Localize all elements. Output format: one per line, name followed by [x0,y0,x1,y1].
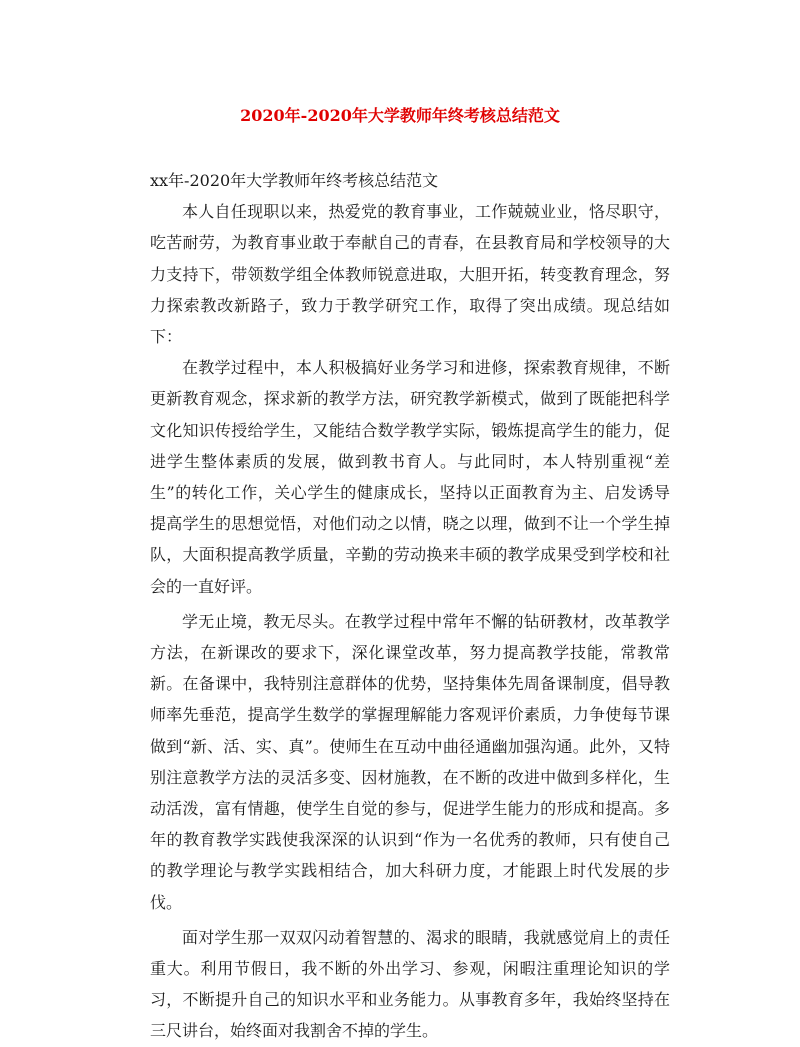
document-title: 2020年-2020年大学教师年终考核总结范文 [240,106,560,125]
paragraph-intro: 本人自任现职以来，热爱党的教育事业，工作兢兢业业，恪尽职守，吃苦耐劳，为教育事业敢于奉献自己的青春，在县教育局和学校领导的大力支持下，带领数学组全体教师锐意进取，大胆开拓，转变教育理念，努力探索教改新路子，致力于教学研究工作，取得了突出成绩。现总结如下： [150,202,670,347]
document-body [150,165,670,1047]
paragraph-teaching-process: 在教学过程中，本人积极搞好业务学习和进修，探索教育规律，不断更新教育观念，探求新的教学方法，研究教学新模式，做到了既能把科学文化知识传授给学生，又能结合数学教学实际，锻炼提高学生的能力，促进学生整体素质的发展，做到教书育人。与此同时，本人特别重视“差生”的转化工作，关心学生的健康成长，坚持以正面教育为主、启发诱导提高学生的思想觉悟，对他们动之以情，晓之以理，做到不让一个学生掉队，大面积提高教学质量，辛勤的劳动换来丰硕的教学成果受到学校和社会的一直好评。 [150,358,670,596]
paragraph-lifelong-learning: 学无止境，教无尽头。在教学过程中常年不懈的钻研教材，改革教学方法，在新课改的要求下，深化课堂改革，努力提高教学技能，常教常新。在备课中，我特别注意群体的优势，坚持集体先周备课制度，倡导教师率先垂范，提高学生数学的掌握理解能力客观评价素质，力争使每节课做到“新、活、实、真”。使师生在互动中曲径通幽加强沟通。此外，又特别注意教学方法的灵活多变、因材施教，在不断的改进中做到多样化，生动活泼，富有情趣，使学生自觉的参与，促进学生能力的形成和提高。多年的教育教学实践使我深深的认识到“作为一名优秀的教师，只有使自己的教学理论与教学实践相结合，加大科研力度，才能跟上时代发展的步伐。 [150,611,670,912]
document-subtitle: xx年-2020年大学教师年终考核总结范文 [150,171,439,190]
paragraph-responsibility: 面对学生那一双双闪动着智慧的、渴求的眼睛，我就感觉肩上的责任重大。利用节假日，我不断的外出学习、参观，闲暇注重理论知识的学习，不断提升自己的知识水平和业务能力。从事教育多年，我始终坚持在三尺讲台，始终面对我割舍不掉的学生。 [150,927,670,1041]
